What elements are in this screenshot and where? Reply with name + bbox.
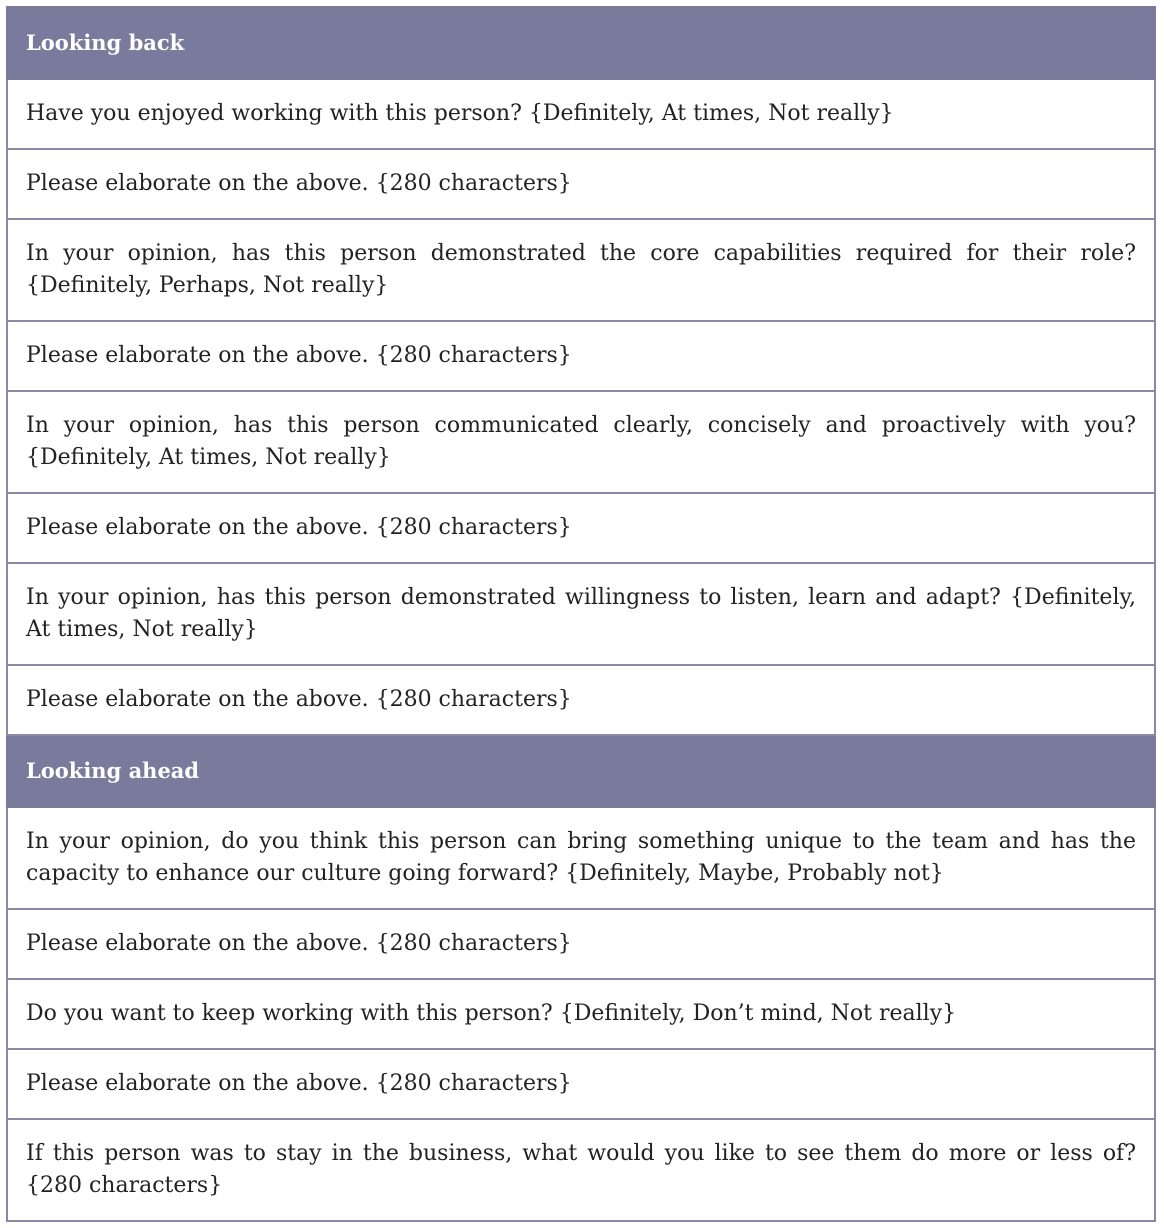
table-row	[7, 219, 1155, 321]
section-title: Looking back	[7, 7, 1155, 79]
question-text: Please elaborate on the above. {280 characters}	[7, 1049, 1155, 1119]
table-row	[7, 149, 1155, 219]
question-text: In your opinion, has this person communicated clearly, concisely and proactively with you? {Definitely, At times, Not really}	[7, 391, 1155, 493]
question-text: In your opinion, has this person demonstrated the core capabilities required for their role? {Definitely, Perhaps, Not really}	[7, 219, 1155, 321]
table-row	[7, 909, 1155, 979]
table-row	[7, 1119, 1155, 1221]
table-row	[7, 665, 1155, 735]
question-text: Please elaborate on the above. {280 characters}	[7, 909, 1155, 979]
section-header-looking-ahead	[7, 735, 1155, 807]
question-text: Do you want to keep working with this person? {Definitely, Don’t mind, Not really}	[7, 979, 1155, 1049]
section-header-looking-back	[7, 7, 1155, 79]
table-row	[7, 563, 1155, 665]
question-text: If this person was to stay in the business, what would you like to see them do more or less of? {280 characters}	[7, 1119, 1155, 1221]
question-text: In your opinion, do you think this person can bring something unique to the team and has the capacity to enhance our culture going forward? {Definitely, Maybe, Probably not}	[7, 807, 1155, 909]
table-row	[7, 1049, 1155, 1119]
section-title: Looking ahead	[7, 735, 1155, 807]
question-text: Have you enjoyed working with this person? {Definitely, At times, Not really}	[7, 79, 1155, 149]
table-row	[7, 79, 1155, 149]
question-text: Please elaborate on the above. {280 characters}	[7, 149, 1155, 219]
table-row	[7, 391, 1155, 493]
question-text: In your opinion, has this person demonstrated willingness to listen, learn and adapt? {Definitely, At times, Not really}	[7, 563, 1155, 665]
table-row	[7, 807, 1155, 909]
question-text: Please elaborate on the above. {280 characters}	[7, 665, 1155, 735]
question-text: Please elaborate on the above. {280 characters}	[7, 493, 1155, 563]
table-row	[7, 493, 1155, 563]
survey-table	[6, 6, 1156, 1222]
question-text: Please elaborate on the above. {280 characters}	[7, 321, 1155, 391]
table-row	[7, 321, 1155, 391]
table-row	[7, 979, 1155, 1049]
